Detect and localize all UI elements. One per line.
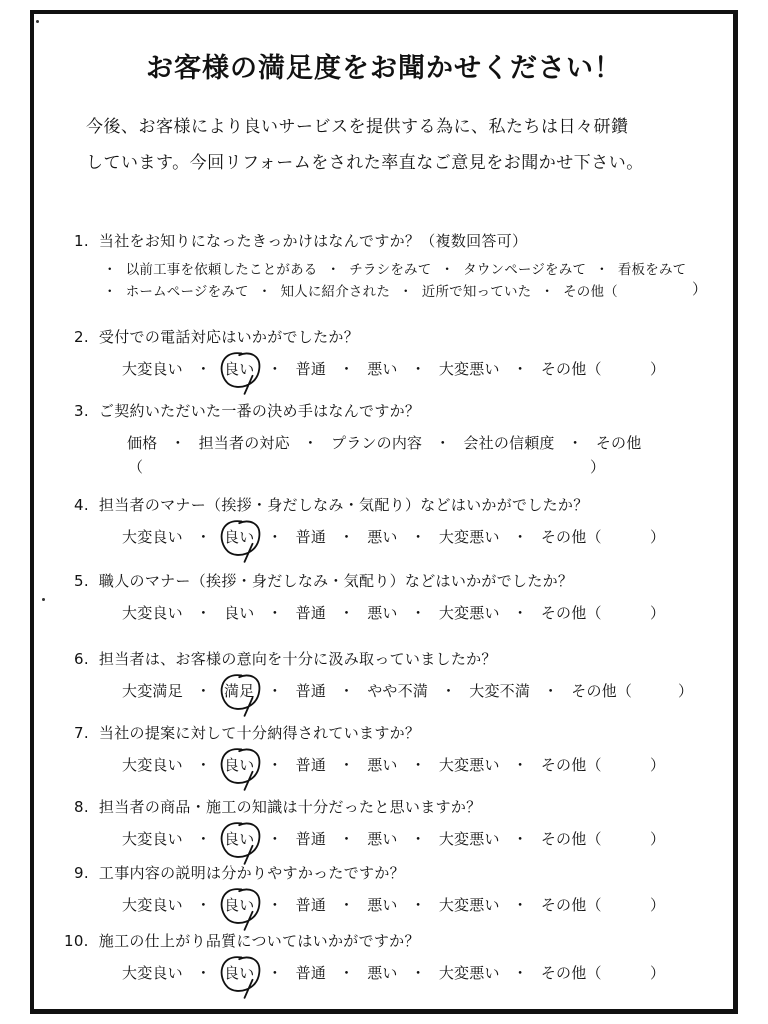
question-label: 工事内容の説明は分かりやすかったですか？ <box>98 864 405 882</box>
option-row <box>122 962 602 983</box>
close-paren: ） <box>650 756 666 774</box>
bullet-separator: ・ <box>326 262 341 278</box>
bullet-separator: ・ <box>103 284 117 300</box>
answer-option[interactable]: 悪い <box>367 896 398 914</box>
bullet-separator: ・ <box>410 896 426 914</box>
bullet-separator: ・ <box>410 604 426 622</box>
question-label: 職人のマナー（挨拶・身だしなみ・気配り）などはいかがでしたか？ <box>98 572 574 590</box>
question-number: 1. <box>74 232 89 250</box>
bullet-separator: ・ <box>543 682 559 700</box>
answer-option[interactable]: 良い <box>224 528 255 546</box>
bullet-separator: ・ <box>267 756 283 774</box>
option-row <box>122 680 632 701</box>
bullet-separator: ・ <box>339 964 355 982</box>
question-text <box>74 494 589 515</box>
answer-option[interactable]: タウンページをみて <box>463 262 587 278</box>
bullet-separator: ・ <box>339 756 355 774</box>
question-label: 担当者のマナー（挨拶・身だしなみ・気配り）などはいかがでしたか？ <box>98 496 589 514</box>
answer-option[interactable]: 悪い <box>367 830 398 848</box>
answer-option[interactable]: 普通 <box>295 756 327 774</box>
answer-option[interactable]: 会社の信頼度 <box>463 434 555 452</box>
answer-option[interactable]: その他（ <box>540 604 602 622</box>
answer-option[interactable]: 大変良い <box>122 528 183 546</box>
answer-option[interactable]: 普通 <box>295 604 327 622</box>
question-label: 担当者は、お客様の意向を十分に汲み取っていましたか？ <box>98 650 497 668</box>
answer-option[interactable]: チラシをみて <box>349 262 432 278</box>
question-label: 施工の仕上がり品質についてはいかがですか？ <box>98 932 420 950</box>
question-label: 担当者の商品・施工の知識は十分だったと思いますか？ <box>98 798 482 816</box>
answer-option[interactable]: 普通 <box>295 528 327 546</box>
bullet-separator: ・ <box>540 284 555 300</box>
close-paren: ） <box>650 964 666 982</box>
option-row <box>122 602 602 623</box>
answer-option[interactable]: 大変満足 <box>122 682 183 700</box>
close-paren: ） <box>650 604 666 622</box>
bullet-separator: ・ <box>512 756 528 774</box>
question-text <box>74 722 420 743</box>
option-row <box>103 280 618 300</box>
option-row <box>122 828 602 849</box>
question-label: 当社をお知りになったきっかけはなんですか？（複数回答可） <box>98 232 528 250</box>
answer-option[interactable]: その他（ <box>540 360 602 378</box>
answer-option[interactable]: プランの内容 <box>331 434 423 452</box>
answer-option[interactable]: 悪い <box>367 604 398 622</box>
option-row <box>122 894 602 915</box>
answer-option[interactable]: 普通 <box>295 830 327 848</box>
answer-option[interactable]: 良い <box>224 964 255 982</box>
bullet-separator: ・ <box>195 360 212 378</box>
question-number: 2. <box>74 328 89 346</box>
close-paren: ） <box>650 830 666 848</box>
bullet-separator: ・ <box>257 284 272 300</box>
bullet-separator: ・ <box>170 434 186 452</box>
question-text <box>74 326 359 347</box>
bullet-separator: ・ <box>512 604 528 622</box>
answer-option[interactable]: 悪い <box>367 528 398 546</box>
answer-option[interactable]: その他（ <box>540 964 602 982</box>
bullet-separator: ・ <box>267 604 283 622</box>
answer-option[interactable]: 大変良い <box>122 756 183 774</box>
bullet-separator: ・ <box>195 528 212 546</box>
answer-option[interactable]: 大変良い <box>122 964 183 982</box>
bullet-separator: ・ <box>195 682 212 700</box>
question-number: 3. <box>74 402 89 420</box>
question-text <box>74 796 481 817</box>
close-paren: ） <box>650 896 666 914</box>
bullet-separator: ・ <box>410 528 426 546</box>
answer-option[interactable]: その他（ <box>540 756 602 774</box>
bullet-separator: ・ <box>267 360 283 378</box>
answer-option[interactable]: 良い <box>224 830 255 848</box>
answer-option[interactable]: 大変悪い <box>438 896 500 914</box>
question-number: 4. <box>74 496 89 514</box>
question-number: 8. <box>74 798 89 816</box>
bullet-separator: ・ <box>195 896 212 914</box>
scan-speck <box>42 598 45 601</box>
question-text <box>74 648 497 669</box>
intro-line-2: しています。今回リフォームをされた率直なご意見をお聞かせ下さい。 <box>86 153 644 173</box>
close-paren: ） <box>692 280 708 298</box>
question-label: 受付での電話対応はいかがでしたか？ <box>98 328 360 346</box>
bullet-separator: ・ <box>512 964 528 982</box>
question-text <box>64 930 420 951</box>
bullet-separator: ・ <box>267 896 283 914</box>
answer-option[interactable]: その他（ <box>563 284 618 300</box>
question-number: 9. <box>74 864 89 882</box>
answer-option[interactable]: 良い <box>224 360 255 378</box>
bullet-separator: ・ <box>339 830 355 848</box>
answer-option[interactable]: 大変良い <box>122 604 183 622</box>
option-row <box>122 526 602 547</box>
bullet-separator: ・ <box>195 756 212 774</box>
answer-option[interactable]: 大変良い <box>122 830 183 848</box>
question-text <box>74 230 527 251</box>
close-paren: ） <box>650 528 666 546</box>
bullet-separator: ・ <box>267 528 283 546</box>
bullet-separator: ・ <box>512 528 528 546</box>
bullet-separator: ・ <box>410 360 426 378</box>
answer-option[interactable]: 良い <box>224 896 255 914</box>
answer-option[interactable]: 大変良い <box>122 360 183 378</box>
answer-option[interactable]: 近所で知っていた <box>421 284 532 300</box>
bullet-separator: ・ <box>103 262 117 278</box>
question-text <box>74 862 405 883</box>
question-label: 当社の提案に対して十分納得されていますか？ <box>98 724 421 742</box>
answer-option[interactable]: 悪い <box>367 360 398 378</box>
option-row <box>122 358 602 379</box>
option-row <box>103 258 686 278</box>
bullet-separator: ・ <box>267 830 283 848</box>
answer-option[interactable]: 価格 <box>127 434 158 452</box>
open-paren: （ <box>128 458 144 476</box>
answer-option[interactable]: その他（ <box>540 830 602 848</box>
bullet-separator: ・ <box>512 830 528 848</box>
answer-option[interactable]: 知人に紹介された <box>280 284 391 300</box>
answer-option[interactable]: 良い <box>224 604 255 622</box>
bullet-separator: ・ <box>339 682 355 700</box>
bullet-separator: ・ <box>410 964 426 982</box>
question-number: 7. <box>74 724 89 742</box>
bullet-separator: ・ <box>302 434 319 452</box>
bullet-separator: ・ <box>567 434 583 452</box>
bullet-separator: ・ <box>339 528 355 546</box>
bullet-separator: ・ <box>410 756 426 774</box>
scan-speck <box>36 20 39 23</box>
answer-option[interactable]: 普通 <box>295 896 327 914</box>
answer-option[interactable]: 大変悪い <box>438 528 500 546</box>
bullet-separator: ・ <box>595 262 609 278</box>
close-paren: ） <box>650 360 666 378</box>
bullet-separator: ・ <box>195 604 212 622</box>
answer-option[interactable]: 大変悪い <box>438 360 500 378</box>
option-row <box>122 754 602 775</box>
bullet-separator: ・ <box>267 964 283 982</box>
bullet-separator: ・ <box>339 896 355 914</box>
answer-option[interactable]: 悪い <box>367 964 398 982</box>
answer-option[interactable]: 良い <box>224 756 255 774</box>
answer-option[interactable]: やや不満 <box>367 682 429 700</box>
answer-option[interactable]: 大変悪い <box>438 964 500 982</box>
close-paren: ） <box>678 682 694 700</box>
question-text <box>74 400 420 421</box>
answer-option[interactable]: 担当者の対応 <box>198 434 290 452</box>
answer-option[interactable]: 大変悪い <box>438 830 500 848</box>
bullet-separator: ・ <box>512 360 528 378</box>
question-text <box>74 570 573 591</box>
answer-option[interactable]: 以前工事を依頼したことがある <box>125 262 318 278</box>
bullet-separator: ・ <box>435 434 451 452</box>
answer-option[interactable]: 大変悪い <box>438 756 500 774</box>
option-row <box>127 432 641 453</box>
answer-option[interactable]: 普通 <box>295 682 327 700</box>
bullet-separator: ・ <box>441 682 457 700</box>
bullet-separator: ・ <box>195 964 212 982</box>
bullet-separator: ・ <box>339 604 355 622</box>
survey-title: お客様の満足度をお聞かせください！ <box>146 53 622 84</box>
answer-option[interactable]: 悪い <box>367 756 398 774</box>
answer-option[interactable]: 満足 <box>224 682 255 700</box>
bullet-separator: ・ <box>512 896 528 914</box>
bullet-separator: ・ <box>195 830 212 848</box>
answer-option[interactable]: 普通 <box>295 360 327 378</box>
bullet-separator: ・ <box>440 262 455 278</box>
bullet-separator: ・ <box>410 830 426 848</box>
question-number: 10. <box>64 932 89 950</box>
bullet-separator: ・ <box>339 360 355 378</box>
question-label: ご契約いただいた一番の決め手はなんですか？ <box>98 402 421 420</box>
answer-option[interactable]: その他（ <box>540 896 602 914</box>
answer-option[interactable]: 大変良い <box>122 896 183 914</box>
answer-option[interactable]: 大変不満 <box>469 682 531 700</box>
bullet-separator: ・ <box>267 682 283 700</box>
answer-option[interactable]: 普通 <box>295 964 327 982</box>
answer-option[interactable]: 大変悪い <box>438 604 500 622</box>
question-number: 6. <box>74 650 89 668</box>
intro-line-1: 今後、お客様により良いサービスを提供する為に、私たちは日々研鑽 <box>86 117 629 137</box>
question-number: 5. <box>74 572 89 590</box>
answer-option[interactable]: その他（ <box>571 682 633 700</box>
close-paren: ） <box>590 458 606 476</box>
answer-option[interactable]: その他（ <box>540 528 602 546</box>
bullet-separator: ・ <box>399 284 413 300</box>
answer-option[interactable]: その他 <box>595 434 642 452</box>
answer-option[interactable]: 看板をみて <box>617 262 687 278</box>
answer-option[interactable]: ホームページをみて <box>125 284 249 300</box>
